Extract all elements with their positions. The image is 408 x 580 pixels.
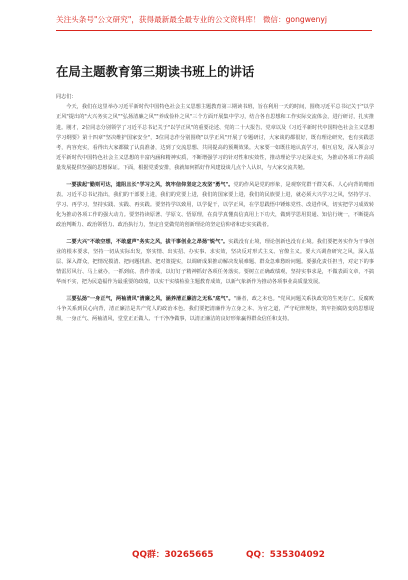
section-three	[56, 294, 374, 325]
footer-qq-group: QQ群：30265665	[132, 550, 214, 560]
section-three-heading: 三要弘扬"一身正气，两袖清风"清廉之风，涵养清正廉洁之无私"底气"。	[66, 295, 234, 302]
section-one-text: 党的作风是党的形象，是观察党群干群关系、人心向背的晴雨表。习近平总书记指出，我们的干部要上进，我们的党要上进，我们的国家要上进，我们的民族要上进，就必须大兴学习之风，坚持学习、学习、再学习，坚持实践、实践、再实践。要坚持学以致用，以学促干，以学正风，在学思践悟中锤炼党性、改进作风，切实把学习成效转化为推动各项工作的强大动力。要坚持读原著、学原文、悟原理，在真学真懂真信真用上下功夫，做到学思用贯通、知信行统一，不断提高政治判断力、政治领悟力、政治执行力，坚定自觉做党的创新理论的坚定信仰者和忠实实践者。	[56, 181, 374, 229]
header-divider	[56, 30, 372, 31]
section-two-heading: 二要大兴"不敢空想，不敢虚声"务实之风，拔干事创业之昂扬"锐气"。	[66, 238, 229, 245]
header-banner: 关注头条号"公文研究"，获得最新最全最专业的公文资料库！ 微信：gongwenyj	[56, 15, 328, 24]
section-three-text: "廉者，政之本也。"党风问题关系执政党的生死存亡。反腐败斗争关系到民心向背，清正廉洁是共产党人的政治本色。我们要把清廉作为立身之本、为官之道，严守纪律规矩，筑牢拒腐防变的思想堤坝，一身正气、两袖清风，堂堂正正做人、干干净净做事，以清正廉洁的良好形象赢得群众信任和支持。	[56, 295, 374, 323]
footer-contact	[56, 548, 372, 562]
section-two	[56, 237, 374, 288]
section-one-heading: 一要拔起"勤则可达，道阻且长"学习之风，筑牢信仰坚定之攻坚"勇气"。	[66, 181, 234, 188]
section-one	[56, 180, 374, 231]
footer-qq-number: QQ：535304092	[246, 550, 325, 560]
paragraph-intro: 今天，我们在这里举办习近平新时代中国特色社会主义思想主题教育第三期读书班，旨在利用一天的时间，围绕习近平总书记关于"以学正风"提出的"大兴务实之风""弘扬清廉之风""养成俭朴之风"三个方面开展集中学习，结合各自思想和工作实际交流体会，进行研讨，扎实推进。刚才，2位同志分别领学了习近平总书记关于"以学正风"的重要论述、党的二十大报告、党章以及《习近平新时代中国特色社会主义思想学习纲要》第十四章"坚决维护国家安全"，3位同志作分别围绕"以学正风"开展了专题研讨，大家谈的都很好，既有理论研究，也有实践思考，内容充实，看得出大家都做了认真准备，达到了交流思想、共同提高的预期效果。大家要一如既往地认真学习，相互启发，深入领会习近平新时代中国特色社会主义思想的丰富内涵和精神实质，不断增强学习的针对性和实效性，推动理论学习走深走实，为推动各项工作高质量发展提供坚强的思想保证。下面，根据党委安排，我就如何抓好作风建设谈几点个人认识，与大家交流共勉。	[56, 104, 374, 172]
greeting: 同志们：	[56, 94, 77, 100]
section-two-text: 实践没有止境，理论创新也没有止境。我们要把务实作为干事创业的根本要求，坚持一切从实际出发，察实情、出实招、办实事、求实效，坚决反对形式主义、官僚主义。要大兴调查研究之风，深入基层、深入群众，把情况摸清、把问题找准、把对策提实，以调研成果推动解决发展难题、群众急难愁盼问题。要强化责任担当，对定下的事情雷厉风行、马上就办，一抓到底、善作善成，以钉钉子精神抓好各项任务落实。要树立正确政绩观，坚持实事求是，不做表面文章，不搞华而不实，把为民造福作为最重要的政绩，以实干实绩检验主题教育成效，以新气象新作为推动各项事业高质量发展。	[56, 238, 374, 286]
document-title: 在局主题教育第三期读书班上的讲话	[56, 64, 255, 79]
document-body	[56, 92, 374, 542]
